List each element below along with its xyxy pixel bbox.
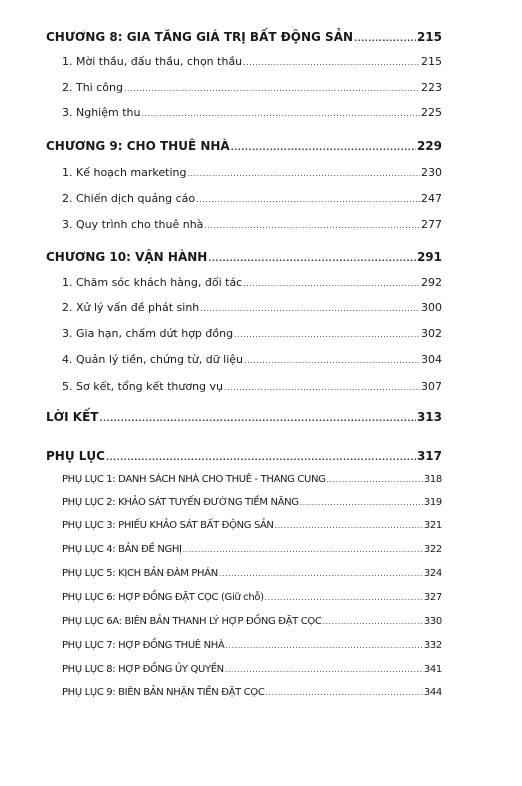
toc-entry-appendix [62, 520, 442, 531]
toc-entry-title: 4. Quản lý tiền, chứng từ, dữ liệu [62, 353, 244, 366]
toc-entry-title: PHỤ LỤC 6: HỢP ĐỒNG ĐẶT CỌC (Giữ chỗ) [62, 592, 264, 603]
dot-leader [323, 617, 423, 626]
toc-entry-title: PHỤ LỤC 1: DANH SÁCH NHÀ CHO THUÊ - THANG CUNG [62, 474, 326, 485]
toc-entry-title: 2. Xử lý vấn đề phát sinh [62, 301, 200, 314]
toc-entry-section [62, 327, 442, 340]
dot-leader [204, 221, 420, 230]
toc-entry-section [62, 218, 442, 231]
toc-entry-page-number: 330 [423, 616, 442, 627]
toc-entry-page-number: 230 [421, 166, 442, 179]
dot-leader [208, 254, 416, 263]
dot-leader [219, 569, 423, 578]
toc-entry-title: PHỤ LỤC 8: HỢP ĐỒNG ỦY QUYỀN [62, 664, 224, 675]
dot-leader [200, 304, 420, 313]
toc-entry-page-number: 225 [421, 106, 442, 119]
toc-entry-title: PHỤ LỤC 4: BẢN ĐỀ NGHỊ [62, 544, 182, 555]
toc-entry-page-number: 313 [416, 410, 442, 424]
dot-leader [243, 279, 420, 288]
toc-entry-page-number: 247 [421, 192, 442, 205]
dot-leader [300, 498, 423, 507]
toc-entry-title: CHƯƠNG 8: GIA TĂNG GIÁ TRỊ BẤT ĐỘNG SẢN [46, 30, 354, 44]
toc-entry-page-number: 324 [423, 568, 442, 579]
dot-leader [196, 195, 420, 204]
toc-entry-title: 3. Nghiệm thu [62, 106, 141, 119]
toc-entry-title: 1. Mời thầu, đấu thầu, chọn thầu [62, 55, 243, 68]
toc-entry-chapter [46, 410, 442, 424]
toc-entry-section [62, 81, 442, 94]
toc-entry-page-number: 307 [421, 380, 442, 393]
toc-entry-appendix [62, 687, 442, 698]
toc-entry-page-number: 304 [421, 353, 442, 366]
dot-leader [244, 356, 420, 365]
dot-leader [327, 475, 423, 484]
dot-leader [234, 330, 420, 339]
toc-entry-page-number: 321 [423, 520, 442, 531]
toc-entry-appendix [62, 544, 442, 555]
dot-leader [275, 521, 423, 530]
toc-entry-section [62, 192, 442, 205]
toc-entry-page-number: 215 [421, 55, 442, 68]
toc-entry-title: 1. Kế hoạch marketing [62, 166, 187, 179]
toc-entry-title: PHỤ LỤC 9: BIÊN BẢN NHẬN TIỀN ĐẶT CỌC [62, 687, 265, 698]
toc-entry-page-number: 317 [416, 449, 442, 463]
toc-entry-title: 2. Thi công [62, 81, 123, 94]
toc-entry-title: 2. Chiến dịch quảng cáo [62, 192, 196, 205]
toc-entry-title: PHỤ LỤC 6A: BIÊN BẢN THANH LÝ HỢP ĐỒNG ĐẶT CỌC [62, 616, 322, 627]
toc-entry-title: LỜI KẾT [46, 410, 99, 424]
toc-entry-chapter [46, 139, 442, 153]
toc-entry-page-number: 341 [423, 664, 442, 675]
dot-leader [265, 593, 423, 602]
toc-entry-chapter [46, 449, 442, 463]
dot-leader [124, 84, 420, 93]
dot-leader [224, 383, 420, 392]
toc-entry-page-number: 223 [421, 81, 442, 94]
toc-entry-appendix [62, 497, 442, 508]
toc-entry-page-number: 327 [423, 592, 442, 603]
toc-entry-title: PHỤ LỤC 3: PHIẾU KHẢO SÁT BẤT ĐỘNG SẢN [62, 520, 274, 531]
toc-entry-chapter [46, 250, 442, 264]
toc-entry-title: 1. Chăm sóc khách hàng, đối tác [62, 276, 243, 289]
dot-leader [354, 34, 416, 43]
dot-leader [225, 641, 422, 650]
toc-entry-page-number: 344 [423, 687, 442, 698]
toc-entry-section [62, 276, 442, 289]
toc-entry-page-number: 322 [423, 544, 442, 555]
toc-entry-chapter [46, 30, 442, 44]
toc-entry-title: PHỤ LỤC 5: KỊCH BẢN ĐÀM PHÁN [62, 568, 218, 579]
dot-leader [183, 545, 423, 554]
toc-entry-section [62, 166, 442, 179]
toc-entry-title: PHỤ LỤC 2: KHẢO SÁT TUYẾN ĐƯỜNG TIỀM NĂNG [62, 497, 299, 508]
toc-entry-appendix [62, 616, 442, 627]
toc-entry-appendix [62, 664, 442, 675]
dot-leader [187, 169, 420, 178]
dot-leader [141, 109, 420, 118]
dot-leader [99, 414, 415, 423]
dot-leader [106, 453, 416, 462]
toc-entry-title: 5. Sơ kết, tổng kết thương vụ [62, 380, 224, 393]
toc-entry-page-number: 292 [421, 276, 442, 289]
toc-entry-appendix [62, 640, 442, 651]
toc-entry-title: CHƯƠNG 10: VẬN HÀNH [46, 250, 208, 264]
toc-entry-appendix [62, 592, 442, 603]
toc-entry-appendix [62, 474, 442, 485]
toc-entry-section [62, 301, 442, 314]
toc-entry-page-number: 215 [416, 30, 442, 44]
toc-entry-title: 3. Quy trình cho thuê nhà [62, 218, 204, 231]
toc-entry-section [62, 380, 442, 393]
toc-entry-page-number: 291 [416, 250, 442, 264]
toc-entry-page-number: 332 [423, 640, 442, 651]
dot-leader [225, 665, 423, 674]
toc-entry-section [62, 106, 442, 119]
toc-entry-section [62, 55, 442, 68]
toc-entry-title: PHỤ LỤC 7: HỢP ĐỒNG THUÊ NHÀ [62, 640, 225, 651]
toc-entry-page-number: 300 [421, 301, 442, 314]
dot-leader [243, 58, 420, 67]
toc-entry-title: PHỤ LỤC [46, 449, 105, 463]
toc-entry-page-number: 319 [423, 497, 442, 508]
toc-entry-section [62, 353, 442, 366]
toc-entry-page-number: 302 [421, 327, 442, 340]
toc-entry-appendix [62, 568, 442, 579]
toc-entry-page-number: 229 [416, 139, 442, 153]
toc-entry-title: CHƯƠNG 9: CHO THUÊ NHÀ [46, 139, 230, 153]
toc-entry-title: 3. Gia hạn, chấm dứt hợp đồng [62, 327, 234, 340]
toc-entry-page-number: 318 [423, 474, 442, 485]
toc-entry-page-number: 277 [421, 218, 442, 231]
dot-leader [231, 143, 416, 152]
dot-leader [265, 688, 422, 697]
